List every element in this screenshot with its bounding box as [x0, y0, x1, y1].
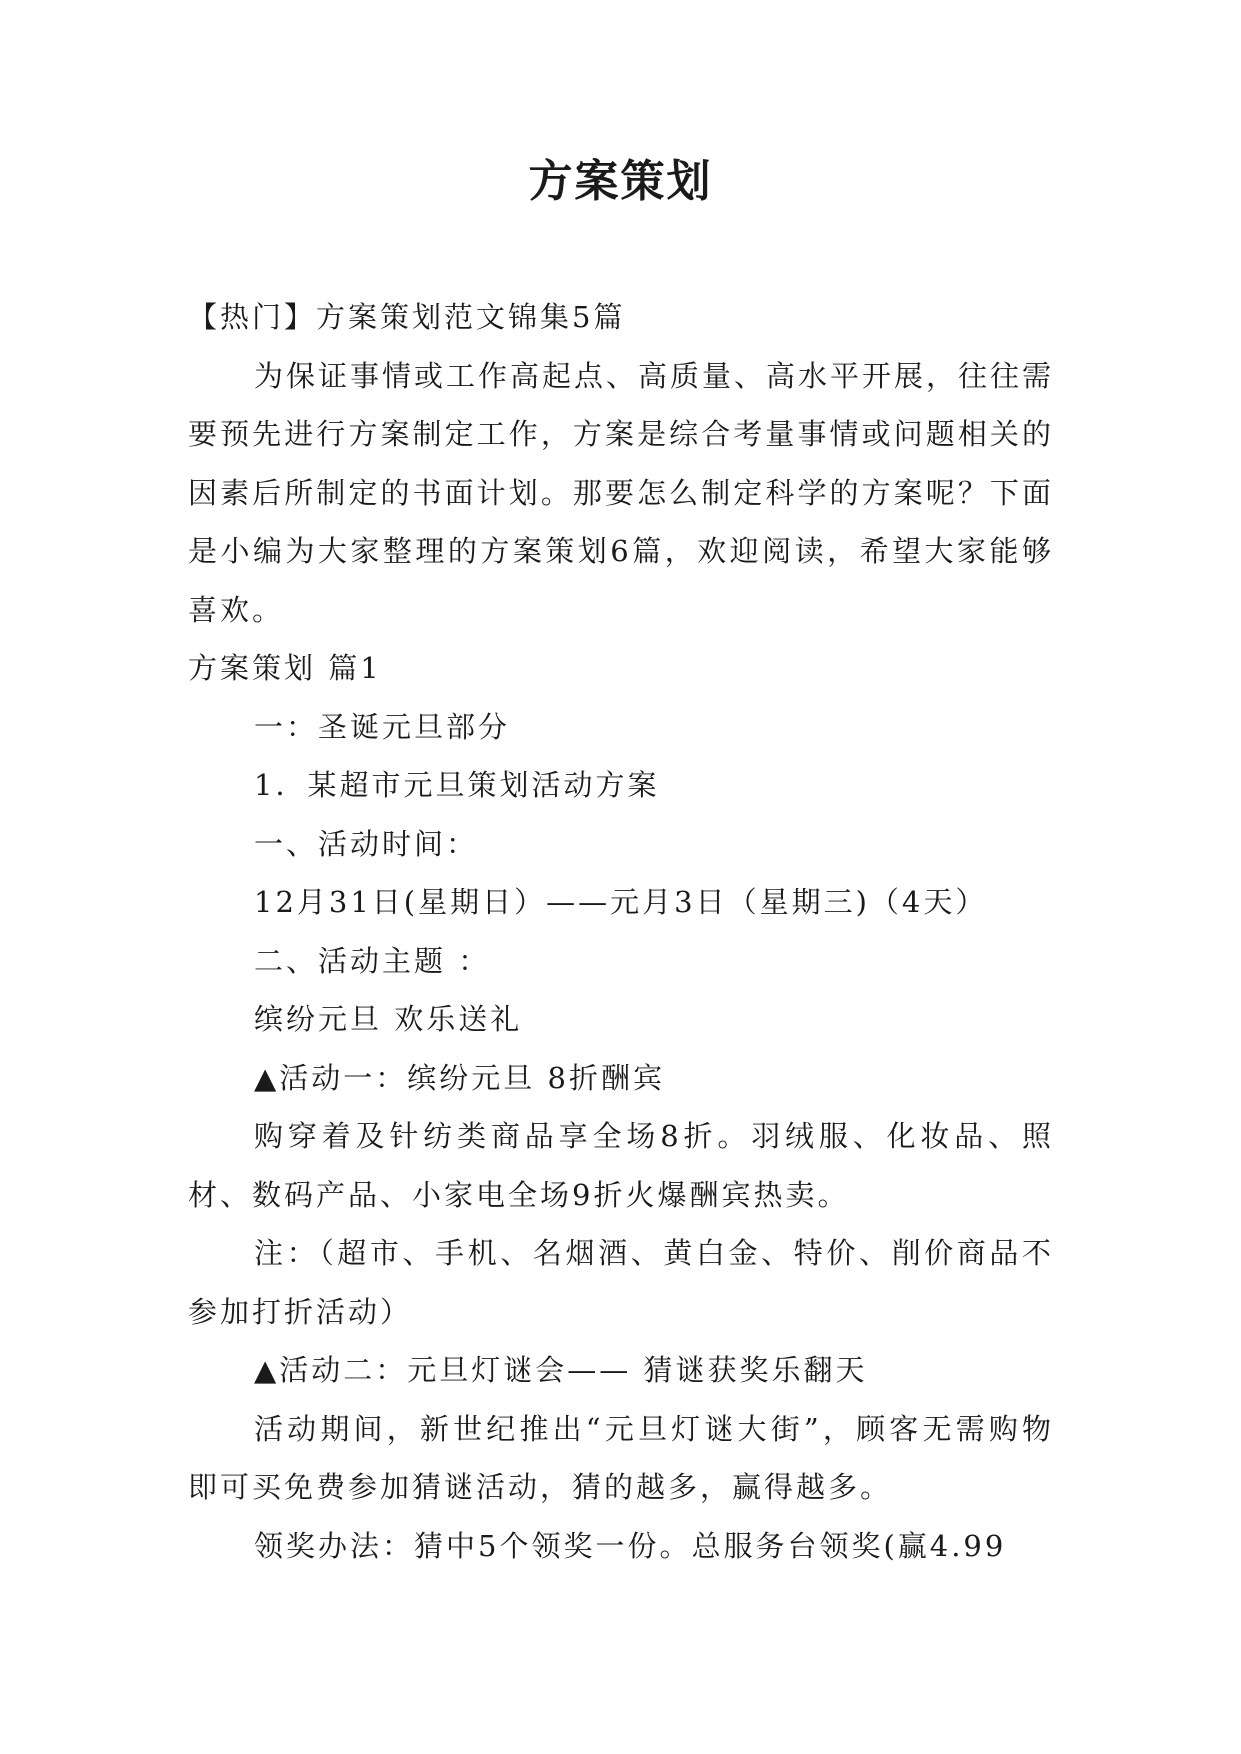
activity-two-body: 活动期间，新世纪推出“元旦灯谜大街”，顾客无需购物即可买免费参加猜谜活动，猜的越多，赢得越多。 [188, 1411, 1054, 1504]
activity-two-heading: ▲活动二：元旦灯谜会—— 猜谜获奖乐翻天 [254, 1353, 868, 1387]
activity-theme-value: 缤纷元旦 欢乐送礼 [254, 1002, 523, 1036]
award-method: 领奖办法：猜中5个领奖一份。总服务台领奖(赢4.99 [254, 1528, 1007, 1563]
activity-time-label: 一、活动时间： [254, 826, 479, 861]
activity-one-note: 注：（超市、手机、名烟酒、黄白金、特价、削价商品不参加打折活动） [188, 1236, 1054, 1329]
intro-paragraph: 为保证事情或工作高起点、高质量、高水平开展，往往需要预先进行方案制定工作，方案是综合考量事情或问题相关的因素后所制定的书面计划。那要怎么制定科学的方案呢？下面是小编为大家整理的方案策划6篇，欢迎阅读，希望大家能够喜欢。 [188, 358, 1055, 627]
activity-one-heading: ▲活动一：缤纷元旦 8折酬宾 [254, 1060, 665, 1095]
document-body [188, 288, 1054, 1575]
activity-one-body: 购穿着及针纺类商品享全场8折。羽绒服、化妆品、照材、数码产品、小家电全场9折火爆酬宾热卖。 [188, 1119, 1054, 1212]
plan-title: 1．某超市元旦策划活动方案 [254, 768, 660, 802]
activity-theme-label: 二、活动主题 ： [254, 943, 491, 978]
section-heading: 方案策划 篇1 [188, 651, 382, 685]
heading-hot: 【热门】方案策划范文锦集5篇 [188, 300, 626, 334]
activity-time-value: 12月31日(星期日）——元月3日（星期三)（4天） [254, 885, 988, 919]
document-title: 方案策划 [528, 156, 713, 207]
part-heading: 一：圣诞元旦部分 [254, 709, 511, 744]
